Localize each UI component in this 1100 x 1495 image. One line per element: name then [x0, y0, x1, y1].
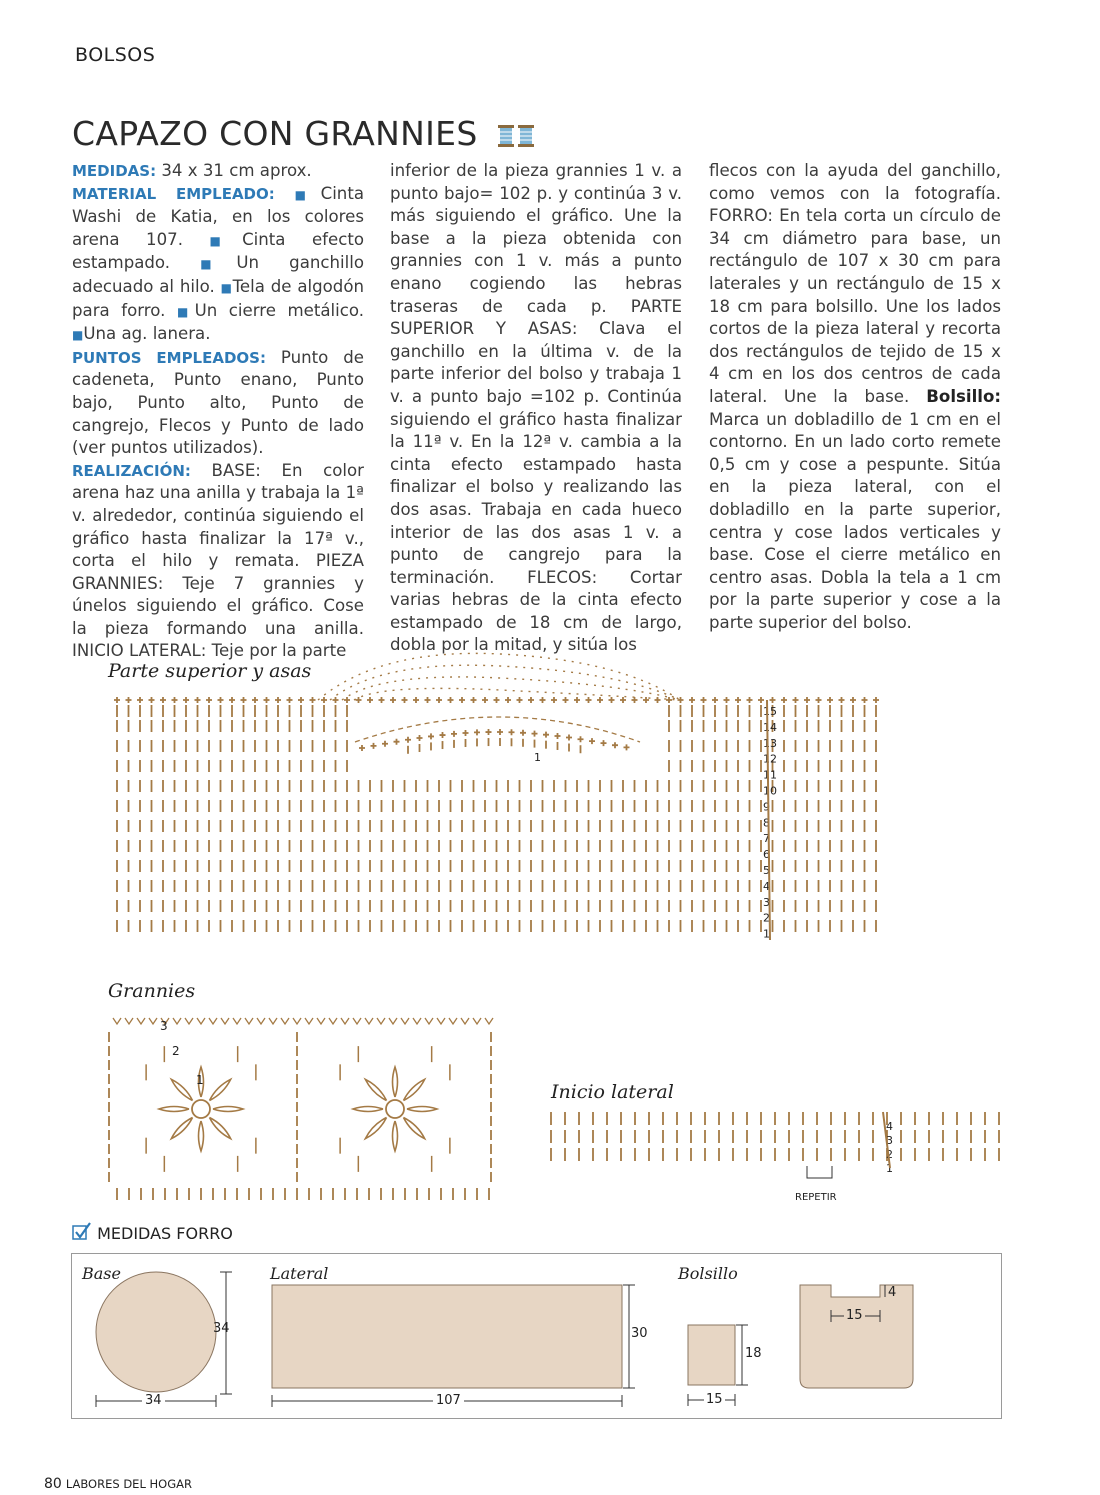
stitch-mark [413, 1018, 421, 1024]
stitch-mark [417, 735, 423, 741]
stitch-mark [245, 1018, 253, 1024]
stitch-mark [566, 735, 572, 741]
stitch-mark [264, 697, 270, 703]
stitch-mark [758, 697, 764, 703]
thread-spools-icon [496, 123, 536, 149]
stitch-mark [473, 1018, 481, 1024]
stitch-mark [612, 742, 618, 748]
chart-title-grannies: Grannies [108, 980, 196, 1002]
upper-row-number: 1 [763, 927, 770, 941]
granny-petal [365, 1079, 386, 1100]
inicio-row-number: 3 [886, 1134, 893, 1147]
granny-petal [159, 1107, 189, 1112]
stitch-mark [287, 697, 293, 703]
puntos-label: PUNTOS EMPLEADOS: [72, 348, 266, 367]
stitch-mark [712, 697, 718, 703]
stitch-mark [578, 736, 584, 742]
granny-petal [365, 1117, 386, 1138]
stitch-mark [632, 697, 638, 703]
stitch-mark [601, 740, 607, 746]
stitch-mark [394, 739, 400, 745]
stitch-mark [666, 697, 672, 703]
stitch-mark [317, 1018, 325, 1024]
material-item: Un cierre metálico. [194, 300, 364, 320]
stitch-mark [257, 1018, 265, 1024]
stitch-mark [678, 697, 684, 703]
stitch-mark [486, 729, 492, 735]
stitch-mark [183, 697, 189, 703]
bullet-square-icon: ■ [176, 304, 195, 319]
stitch-mark [126, 697, 132, 703]
stitch-mark [827, 697, 833, 703]
stitch-mark [551, 697, 557, 703]
granny-petal [199, 1121, 204, 1151]
stitch-mark [425, 697, 431, 703]
chart-title-inicio: Inicio lateral [551, 1081, 674, 1103]
stitch-mark [379, 697, 385, 703]
stitch-mark [402, 697, 408, 703]
bullet-square-icon: ■ [200, 257, 237, 272]
chart-title-upper: Parte superior y asas [108, 660, 312, 682]
stitch-mark [125, 1018, 133, 1024]
stitch-mark [528, 697, 534, 703]
stitch-mark [589, 738, 595, 744]
stitch-mark [509, 729, 515, 735]
bullet-square-icon: ■ [220, 280, 233, 295]
stitch-mark [873, 697, 879, 703]
upper-row-number: 3 [763, 895, 770, 909]
stitch-mark [365, 1018, 373, 1024]
grannies-chart [105, 1012, 500, 1204]
medidas-label: MEDIDAS: [72, 162, 157, 180]
stitch-mark [747, 697, 753, 703]
handle-arc [342, 677, 680, 700]
repeat-bracket [807, 1166, 832, 1178]
stitch-mark [532, 731, 538, 737]
stitch-mark [770, 697, 776, 703]
stitch-mark [321, 697, 327, 703]
bolsillo-label: Bolsillo: [909, 386, 1001, 406]
page-number: 80 [44, 1476, 62, 1492]
bullet-square-icon: ■ [72, 328, 84, 343]
bullet-square-icon: ■ [209, 233, 243, 248]
stitch-mark [555, 733, 561, 739]
upper-row-number: 9 [763, 800, 770, 814]
stitch-mark [310, 697, 316, 703]
instructions-column-1 [72, 160, 364, 663]
granny-petal [209, 1079, 230, 1100]
stitch-mark [474, 729, 480, 735]
stitch-mark [701, 697, 707, 703]
handle-arc [354, 688, 680, 700]
puntos-text: Punto de cadeneta, Punto enano, Punto bajo, Punto alto, Punto de cangrejo, Flecos y Punto de lado [72, 347, 364, 435]
stitch-mark [485, 1018, 493, 1024]
stitch-mark [241, 697, 247, 703]
upper-row-number: 10 [763, 784, 777, 798]
stitch-mark [440, 732, 446, 738]
pattern-title-text: CAPAZO CON GRANNIES [72, 114, 478, 153]
stitch-mark [382, 741, 388, 747]
instructions-text: Marca un dobladillo de 1 cm en el contorno. En un lado corto remete 0,5 cm y cose a pespunte. Sitúa en la pieza lateral, con el dobladillo en la parte superior, centra y cose lados verticales y base. Cose el cierre metálico en centro asas. Dobla la tela a 1 cm por la parte superior y cose a la parte superior del bolso. [709, 409, 1001, 632]
stitch-mark [862, 697, 868, 703]
granny-ring [386, 1100, 404, 1118]
upper-row-number: 2 [763, 911, 770, 925]
upper-row-number: 7 [763, 832, 770, 846]
lining-measurements-box [71, 1253, 1002, 1419]
upper-row-number: 15 [763, 705, 777, 718]
granny-petal [393, 1067, 398, 1097]
stitch-mark [341, 1018, 349, 1024]
pocket-label: Bolsillo [678, 1264, 738, 1283]
granny-round-number: 3 [160, 1019, 168, 1033]
stitch-mark [371, 743, 377, 749]
stitch-mark [298, 697, 304, 703]
stitch-mark [293, 1018, 301, 1024]
inicio-row-number: 2 [886, 1148, 893, 1161]
lateral-width-value: 107 [433, 1393, 464, 1408]
material-item: Una ag. lanera. [83, 324, 211, 344]
stitch-mark [173, 1018, 181, 1024]
handle-inner-arc [355, 717, 640, 742]
material-item: Cinta efecto estampado. [72, 229, 365, 273]
inicio-row-number: 1 [886, 1162, 893, 1175]
stitch-mark [401, 1018, 409, 1024]
stitch-mark [425, 1018, 433, 1024]
inicio-lateral-chart [545, 1110, 1005, 1210]
stitch-mark [209, 1018, 217, 1024]
lining-heading-text: MEDIDAS FORRO [97, 1224, 233, 1243]
stitch-mark [643, 697, 649, 703]
stitch-mark [275, 697, 281, 703]
stitch-mark [850, 697, 856, 703]
medidas-text: 34 x 31 cm aprox. [156, 161, 312, 180]
stitch-mark [574, 697, 580, 703]
granny-ring [192, 1100, 210, 1118]
stitch-mark [609, 697, 615, 703]
stitch-mark [448, 697, 454, 703]
stitch-mark [160, 697, 166, 703]
lateral-label: Lateral [270, 1264, 329, 1283]
stitch-mark [413, 697, 419, 703]
upper-row-number: 14 [763, 720, 777, 734]
stitch-mark [185, 1018, 193, 1024]
section-label: BOLSOS [75, 44, 156, 66]
granny-petal [213, 1107, 243, 1112]
lining-diagram [72, 1254, 1001, 1418]
upper-row-number: 6 [763, 848, 770, 862]
stitch-mark [449, 1018, 457, 1024]
stitch-mark [793, 697, 799, 703]
stitch-mark [281, 1018, 289, 1024]
stitch-mark [206, 697, 212, 703]
instructions-text: flecos con la ayuda del ganchillo, como vemos con la fotografía. FORRO: En tela corta un círculo de 34 cm diámetro para base, un rectángulo de 107 x 30 cm para laterales y un rectángulo de 15 x 18 cm para bolsillo. Une los lados cortos de la pieza lateral y recorta dos rectángulos de tejido de 15 x 4 cm en los dos centros de cada lateral. Une la base. [709, 161, 1001, 406]
stitch-mark [816, 697, 822, 703]
stitch-mark [597, 697, 603, 703]
stitch-mark [172, 697, 178, 703]
cut-depth-value: 4 [888, 1285, 897, 1300]
upper-row-number: 11 [763, 768, 777, 782]
stitch-mark [471, 697, 477, 703]
stitch-mark [459, 697, 465, 703]
stitch-mark [305, 1018, 313, 1024]
stitch-mark [839, 697, 845, 703]
stitch-mark [333, 697, 339, 703]
material-item: Un ganchillo adecuado al hilo. [72, 253, 365, 296]
cut-width-value: 15 [846, 1308, 863, 1323]
stitch-mark [114, 697, 120, 703]
upper-row-number: 4 [763, 879, 770, 893]
stitch-mark [233, 1018, 241, 1024]
upper-row-number: 5 [763, 864, 770, 877]
upper-row-number: 13 [763, 736, 777, 750]
pocket-height-value: 18 [745, 1346, 762, 1361]
granny-petal [209, 1117, 230, 1138]
lining-heading [72, 1222, 233, 1243]
puntos-note: (ver puntos utilizados). [72, 438, 264, 458]
stitch-mark [356, 697, 362, 703]
stitch-mark [624, 744, 630, 750]
stitch-mark [137, 697, 143, 703]
stitch-mark [269, 1018, 277, 1024]
stitch-mark [517, 697, 523, 703]
stitch-mark [804, 697, 810, 703]
stitch-mark [149, 1018, 157, 1024]
pattern-title [72, 114, 536, 153]
stitch-mark [563, 697, 569, 703]
publication-name: LABORES DEL HOGAR [65, 1477, 192, 1491]
stitch-mark [543, 732, 549, 738]
base-width-value: 34 [142, 1393, 165, 1408]
stitch-mark [482, 697, 488, 703]
stitch-mark [149, 697, 155, 703]
stitch-mark [390, 697, 396, 703]
granny-petal [171, 1117, 192, 1138]
stitch-mark [252, 697, 258, 703]
stitch-mark [735, 697, 741, 703]
instructions-text: inferior de la pieza grannies 1 v. a punto bajo= 102 p. y continúa 3 v. más siguiendo el gráfico. Une la base a la pieza obtenida con grannies con 1 v. más a punto enano cogiendo las hebras traseras de cada p. PARTE SUPERIOR Y ASAS: Clava el ganchillo en la última v. de la parte inferior del bolso y trabaja 1 v. a punto bajo =102 p. Continúa siguiendo el gráfico hasta finalizar la 11ª v. En la 12ª v. cambia a la cinta efecto estampado hasta finalizar el bolso y realizando las dos asas. Trabaja en cada hueco interior de las dos asas 1 v. a punto de cangrejo para la terminación. FLECOS: Cortar varias hebras de la cinta efecto estampado de 18 cm de largo, dobla por la mitad, y sitúa los [390, 161, 682, 655]
stitch-mark [451, 731, 457, 737]
stitch-mark [497, 729, 503, 735]
material-label: MATERIAL EMPLEADO: [72, 184, 275, 203]
stitch-mark [437, 1018, 445, 1024]
handle-arc [330, 665, 680, 700]
stitch-mark [463, 730, 469, 736]
stitch-mark [229, 697, 235, 703]
stitch-mark [689, 697, 695, 703]
stitch-mark [540, 697, 546, 703]
stitch-mark [221, 1018, 229, 1024]
stitch-mark [353, 1018, 361, 1024]
base-label: Base [82, 1264, 121, 1283]
stitch-mark [329, 1018, 337, 1024]
realizacion-label: REALIZACIÓN: [72, 461, 191, 480]
stitch-mark [389, 1018, 397, 1024]
granny-petal [393, 1121, 398, 1151]
granny-petal [353, 1107, 383, 1112]
stitch-mark [359, 745, 365, 751]
page-footer [44, 1476, 192, 1492]
stitch-mark [197, 1018, 205, 1024]
handle-arc [318, 653, 680, 700]
stitch-mark [428, 733, 434, 739]
realizacion-text: BASE: En color arena haz una anilla y trabaja la 1ª v. alrededor, continúa siguiendo el gráfico hasta finalizar la 17ª v., corta el hilo y remata. PIEZA GRANNIES: Teje 7 grannies y únelos siguiendo el gráfico. Cose la pieza formando una anilla. INICIO LATERAL: Teje por la parte [72, 460, 364, 661]
stitch-mark [436, 697, 442, 703]
stitch-mark [461, 1018, 469, 1024]
stitch-mark [405, 737, 411, 743]
stitch-mark [586, 697, 592, 703]
granny-petal [407, 1107, 437, 1112]
stitch-mark [724, 697, 730, 703]
lateral-height-value: 30 [631, 1326, 648, 1341]
stitch-mark [520, 730, 526, 736]
material-item: Tela de algodón para forro. [72, 276, 364, 320]
stitch-mark [494, 697, 500, 703]
granny-round-number: 2 [172, 1044, 180, 1058]
granny-petal [403, 1117, 424, 1138]
inicio-row-number: 4 [886, 1120, 893, 1133]
upper-row-number: 12 [763, 752, 777, 766]
stitch-mark [137, 1018, 145, 1024]
stitch-mark [620, 697, 626, 703]
instructions-column-2 [390, 160, 682, 657]
granny-petal [171, 1079, 192, 1100]
stitch-mark [195, 697, 201, 703]
upper-row-number: 8 [763, 816, 770, 830]
stitch-mark [505, 697, 511, 703]
stitch-mark [218, 697, 224, 703]
repeat-label: REPETIR [795, 1192, 837, 1203]
material-item: Cinta Washi de Katia, en los colores arena 107. [72, 183, 364, 249]
stitch-mark [344, 697, 350, 703]
granny-petal [403, 1079, 424, 1100]
stitch-mark [377, 1018, 385, 1024]
upper-start-marker: 1 [534, 751, 541, 764]
instructions-column-3 [709, 160, 1001, 634]
stitch-mark [113, 1018, 121, 1024]
stitch-mark [367, 697, 373, 703]
base-height-value: 34 [213, 1321, 230, 1336]
upper-handles-chart [100, 630, 900, 950]
checkmark-icon [72, 1222, 92, 1242]
bullet-square-icon: ■ [294, 187, 321, 202]
granny-round-number: 1 [196, 1073, 204, 1087]
pocket-width-value: 15 [706, 1392, 723, 1407]
stitch-mark [781, 697, 787, 703]
